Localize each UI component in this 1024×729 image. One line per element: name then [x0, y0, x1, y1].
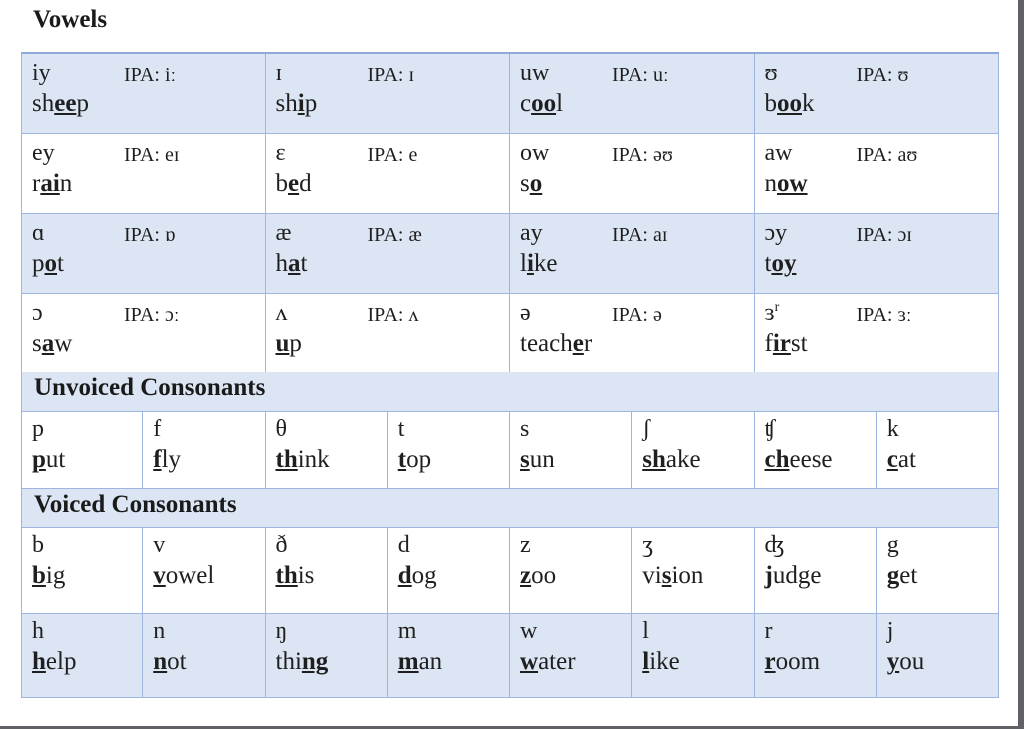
- vowel-ipa: IPA: ə: [612, 304, 662, 326]
- word-segment: t: [764, 250, 772, 277]
- unvoiced-consonant-cell: [510, 412, 632, 489]
- word-segment: og: [411, 562, 437, 589]
- highlighted-sound: ow: [777, 170, 808, 197]
- voiced-consonant-symbol: r: [764, 618, 773, 644]
- word-segment: an: [418, 648, 443, 675]
- voiced-consonant-example-word: [32, 648, 76, 676]
- highlighted-sound: a: [41, 330, 55, 357]
- word-segment: n: [59, 170, 73, 197]
- word-segment: sh: [32, 90, 55, 117]
- vowel-example-word: [32, 90, 89, 118]
- word-segment: sh: [275, 90, 298, 117]
- vowel-ipa: IPA: ʊ: [856, 64, 909, 86]
- voiced-consonant-symbol: b: [32, 532, 44, 558]
- highlighted-sound: e: [572, 330, 584, 357]
- highlighted-sound: m: [397, 648, 419, 675]
- voiced-consonant-symbol: d: [397, 532, 410, 558]
- vowel-example-word: [765, 330, 808, 358]
- unvoiced-consonant-example-word: [765, 446, 833, 474]
- voiced-consonant-symbol: w: [520, 618, 538, 644]
- word-segment: owel: [165, 562, 215, 589]
- unvoiced-consonant-symbol: ʃ: [642, 416, 651, 442]
- voiced-consonant-cell: [266, 614, 388, 698]
- unvoiced-consonant-cell: [755, 412, 877, 489]
- voiced-consonant-example-word: [398, 562, 437, 590]
- highlighted-sound: i: [526, 250, 534, 277]
- unvoiced-consonant-cell: [877, 412, 999, 489]
- voiced-consonant-example-word: [642, 648, 680, 676]
- vowel-symbol: ow: [520, 140, 550, 166]
- vowel-symbol: ay: [520, 220, 543, 246]
- voiced-consonant-example-word: [276, 562, 315, 590]
- word-segment: w: [54, 330, 73, 357]
- voiced-consonant-example-word: [765, 562, 822, 590]
- highlighted-sound: oy: [771, 250, 797, 277]
- vowel-ipa: IPA: ɪ: [367, 64, 415, 86]
- voiced-consonants-band: [21, 489, 999, 528]
- word-segment: r: [32, 170, 41, 197]
- word-segment: l: [556, 90, 564, 117]
- unvoiced-consonant-cell: [143, 412, 265, 489]
- highlighted-sound: w: [520, 648, 539, 675]
- vowel-example-word: [765, 250, 797, 278]
- word-segment: ig: [45, 562, 66, 589]
- voiced-consonant-symbol: z: [520, 532, 531, 558]
- word-segment: ke: [533, 250, 558, 277]
- vowel-symbol: ʌ: [275, 300, 288, 326]
- word-segment: ut: [45, 446, 66, 473]
- vowel-cell: [21, 54, 266, 134]
- unvoiced-consonant-symbol: ʧ: [764, 416, 776, 442]
- unvoiced-consonant-symbol: f: [153, 416, 162, 442]
- voiced-consonant-example-word: [398, 648, 442, 676]
- word-segment: thi: [275, 648, 302, 675]
- vowel-cell: [755, 214, 1000, 294]
- voiced-consonant-example-word: [153, 648, 186, 676]
- voiced-consonant-example-word: [32, 562, 65, 590]
- highlighted-sound: o: [529, 170, 543, 197]
- vowel-symbol: ə: [520, 300, 531, 326]
- word-segment: un: [529, 446, 555, 473]
- voiced-consonant-cell: [266, 528, 388, 614]
- highlighted-sound: e: [288, 170, 300, 197]
- vowel-cell: [266, 134, 511, 214]
- word-segment: ion: [671, 562, 704, 589]
- vowel-example-word: [32, 170, 72, 198]
- word-segment: h: [275, 250, 288, 277]
- word-segment: c: [520, 90, 532, 117]
- highlighted-sound: u: [275, 330, 290, 357]
- vowel-ipa: IPA: aʊ: [856, 144, 918, 166]
- vowel-symbol: ɜ$^r$: [764, 300, 780, 326]
- vowel-ipa: IPA: ɔː: [124, 304, 180, 326]
- word-segment: is: [297, 562, 315, 589]
- voiced-consonant-example-word: [153, 562, 214, 590]
- vowel-symbol: ɔ: [32, 300, 43, 326]
- highlighted-sound: b: [32, 562, 46, 589]
- vowel-example-word: [276, 90, 318, 118]
- voiced-consonant-cell: [21, 614, 143, 698]
- voiced-consonant-symbol: g: [886, 532, 899, 558]
- word-segment: udge: [772, 562, 822, 589]
- vowel-symbol: ey: [32, 140, 55, 166]
- voiced-consonant-symbol: ʒ: [642, 532, 653, 558]
- voiced-consonant-example-word: [276, 648, 329, 676]
- highlighted-sound: ee: [54, 90, 77, 117]
- vowel-symbol: ɛ: [275, 140, 286, 166]
- word-segment: t: [57, 250, 64, 277]
- word-segment: b: [764, 90, 777, 117]
- voiced-consonant-symbol: v: [153, 532, 166, 558]
- word-segment: at: [897, 446, 916, 473]
- word-segment: f: [764, 330, 773, 357]
- vowel-example-word: [520, 90, 563, 118]
- vowel-cell: [21, 134, 266, 214]
- vowel-symbol: aw: [764, 140, 793, 166]
- vowel-symbol: ɔy: [764, 220, 788, 246]
- word-segment: k: [802, 90, 815, 117]
- highlighted-sound: oo: [777, 90, 802, 117]
- vowel-cell: [510, 214, 755, 294]
- highlighted-sound: c: [886, 446, 898, 473]
- unvoiced-consonant-example-word: [276, 446, 330, 474]
- vowel-example-word: [765, 90, 815, 118]
- vowel-ipa: IPA: ɜː: [856, 304, 912, 326]
- word-segment: ly: [161, 446, 182, 473]
- voiced-consonant-symbol: ŋ: [275, 618, 288, 644]
- vowel-ipa: IPA: eɪ: [124, 144, 180, 166]
- vowel-ipa: IPA: ɒ: [124, 224, 176, 246]
- unvoiced-consonant-cell: [266, 412, 388, 489]
- highlighted-sound: ir: [772, 330, 791, 357]
- word-segment: p: [32, 250, 45, 277]
- vowel-example-word: [520, 250, 558, 278]
- word-segment: b: [275, 170, 288, 197]
- word-segment: d: [299, 170, 312, 197]
- highlighted-sound: s: [661, 562, 672, 589]
- highlighted-sound: th: [275, 446, 298, 473]
- unvoiced-consonant-example-word: [153, 446, 181, 474]
- voiced-consonant-cell: [143, 528, 265, 614]
- vowel-cell: [755, 54, 1000, 134]
- vowel-ipa: IPA: e: [367, 144, 418, 166]
- vowel-example-word: [276, 250, 308, 278]
- vowel-cell: [266, 214, 511, 294]
- vowel-cell: [21, 294, 266, 374]
- voiced-consonant-symbol: ʤ: [764, 532, 785, 558]
- vowel-cell: [21, 214, 266, 294]
- highlighted-sound: l: [642, 648, 650, 675]
- word-segment: ike: [649, 648, 680, 675]
- vowel-cell: [755, 294, 1000, 374]
- vowel-cell: [510, 54, 755, 134]
- vowel-symbol: uw: [520, 60, 550, 86]
- highlighted-sound: d: [397, 562, 412, 589]
- word-segment: vi: [642, 562, 662, 589]
- vowel-symbol: ɑ: [32, 220, 45, 246]
- highlighted-sound: p: [32, 446, 46, 473]
- unvoiced-consonant-example-word: [398, 446, 431, 474]
- voiced-consonant-cell: [632, 528, 754, 614]
- voiced-consonant-symbol: n: [153, 618, 166, 644]
- highlighted-sound: ng: [301, 648, 329, 675]
- voiced-consonant-symbol: m: [397, 618, 417, 644]
- voiced-consonant-cell: [510, 614, 632, 698]
- highlighted-sound: a: [288, 250, 301, 277]
- voiced-consonant-cell: [388, 528, 510, 614]
- vowel-table: [21, 52, 999, 374]
- highlighted-sound: j: [764, 562, 773, 589]
- voiced-consonant-symbol: h: [32, 618, 44, 644]
- voiced-consonant-symbol: j: [886, 618, 894, 644]
- heading-vowels: Vowels: [33, 6, 108, 33]
- vowel-symbol-superscript: r: [774, 300, 780, 315]
- vowel-example-word: [32, 330, 72, 358]
- word-segment: p: [304, 90, 318, 117]
- vowel-cell: [510, 134, 755, 214]
- word-segment: r: [583, 330, 593, 357]
- highlighted-sound: n: [153, 648, 168, 675]
- highlighted-sound: sh: [642, 446, 666, 473]
- highlighted-sound: h: [32, 648, 46, 675]
- vowel-ipa: IPA: əʊ: [612, 144, 673, 166]
- word-segment: ater: [538, 648, 576, 675]
- vowel-ipa: IPA: ʌ: [367, 304, 419, 326]
- vowel-cell: [510, 294, 755, 374]
- voiced-consonant-cell: [755, 614, 877, 698]
- voiced-consonant-symbol: ð: [275, 532, 288, 558]
- vowel-symbol: iy: [32, 60, 51, 86]
- voiced-consonant-table: [21, 528, 999, 698]
- unvoiced-consonant-example-word: [887, 446, 916, 474]
- word-segment: elp: [45, 648, 77, 675]
- vowel-symbol: ɪ: [275, 60, 283, 86]
- word-segment: ou: [899, 648, 925, 675]
- vowel-example-word: [520, 170, 542, 198]
- voiced-consonant-cell: [755, 528, 877, 614]
- voiced-consonant-example-word: [520, 562, 556, 590]
- voiced-consonant-cell: [143, 614, 265, 698]
- highlighted-sound: s: [520, 446, 530, 473]
- word-segment: s: [32, 330, 42, 357]
- word-segment: oom: [775, 648, 821, 675]
- word-segment: oo: [531, 562, 557, 589]
- word-segment: st: [790, 330, 808, 357]
- unvoiced-consonant-symbol: p: [32, 416, 44, 442]
- highlighted-sound: ch: [764, 446, 790, 473]
- voiced-consonant-example-word: [642, 562, 703, 590]
- voiced-consonant-cell: [877, 528, 999, 614]
- voiced-consonant-example-word: [887, 648, 925, 676]
- vowel-cell: [266, 294, 511, 374]
- voiced-consonant-cell: [510, 528, 632, 614]
- unvoiced-consonant-example-word: [520, 446, 555, 474]
- word-segment: s: [520, 170, 530, 197]
- unvoiced-consonant-cell: [21, 412, 143, 489]
- highlighted-sound: t: [397, 446, 407, 473]
- highlighted-sound: oo: [531, 90, 557, 117]
- unvoiced-consonant-symbol: k: [886, 416, 899, 442]
- unvoiced-consonant-cell: [632, 412, 754, 489]
- heading-voiced-consonants: Voiced Consonants: [34, 491, 237, 518]
- vowel-ipa: IPA: aɪ: [612, 224, 668, 246]
- highlighted-sound: th: [275, 562, 298, 589]
- word-segment: ink: [297, 446, 330, 473]
- highlighted-sound: v: [153, 562, 166, 589]
- word-segment: et: [899, 562, 918, 589]
- vowel-example-word: [276, 170, 312, 198]
- highlighted-sound: i: [297, 90, 305, 117]
- unvoiced-consonant-symbol: s: [520, 416, 530, 442]
- vowel-symbol: ʊ: [764, 60, 778, 86]
- highlighted-sound: ai: [40, 170, 60, 197]
- vowel-cell: [755, 134, 1000, 214]
- word-segment: t: [300, 250, 308, 277]
- word-segment: ake: [665, 446, 701, 473]
- word-segment: op: [406, 446, 432, 473]
- word-segment: p: [289, 330, 302, 357]
- vowel-ipa: IPA: ɔɪ: [856, 224, 912, 246]
- vowel-symbol: æ: [275, 220, 292, 246]
- voiced-consonant-example-word: [765, 648, 821, 676]
- vowel-example-word: [32, 250, 64, 278]
- voiced-consonant-cell: [632, 614, 754, 698]
- word-segment: ot: [167, 648, 187, 675]
- vowel-ipa: IPA: æ: [367, 224, 422, 246]
- word-segment: p: [76, 90, 89, 117]
- highlighted-sound: y: [886, 648, 900, 675]
- unvoiced-consonant-example-word: [642, 446, 700, 474]
- voiced-consonant-example-word: [520, 648, 576, 676]
- vowel-example-word: [520, 330, 592, 358]
- highlighted-sound: g: [886, 562, 900, 589]
- unvoiced-consonant-symbol: t: [397, 416, 405, 442]
- highlighted-sound: o: [44, 250, 57, 277]
- voiced-consonant-symbol: l: [642, 618, 649, 644]
- word-segment: eese: [789, 446, 833, 473]
- highlighted-sound: f: [153, 446, 162, 473]
- unvoiced-consonant-symbol: θ: [275, 416, 287, 442]
- highlighted-sound: r: [764, 648, 776, 675]
- vowel-ipa: IPA: uː: [612, 64, 669, 86]
- highlighted-sound: z: [520, 562, 532, 589]
- word-segment: l: [520, 250, 527, 277]
- word-segment: teach: [520, 330, 573, 357]
- vowel-example-word: [276, 330, 302, 358]
- unvoiced-consonants-band: [21, 372, 999, 412]
- unvoiced-consonant-example-word: [32, 446, 65, 474]
- vowel-example-word: [765, 170, 808, 198]
- heading-unvoiced-consonants: Unvoiced Consonants: [34, 374, 266, 401]
- voiced-consonant-example-word: [887, 562, 918, 590]
- word-segment: n: [764, 170, 777, 197]
- unvoiced-consonant-table: [21, 412, 999, 489]
- voiced-consonant-cell: [21, 528, 143, 614]
- vowel-ipa: IPA: iː: [124, 64, 177, 86]
- unvoiced-consonant-cell: [388, 412, 510, 489]
- vowel-cell: [266, 54, 511, 134]
- voiced-consonant-cell: [877, 614, 999, 698]
- voiced-consonant-cell: [388, 614, 510, 698]
